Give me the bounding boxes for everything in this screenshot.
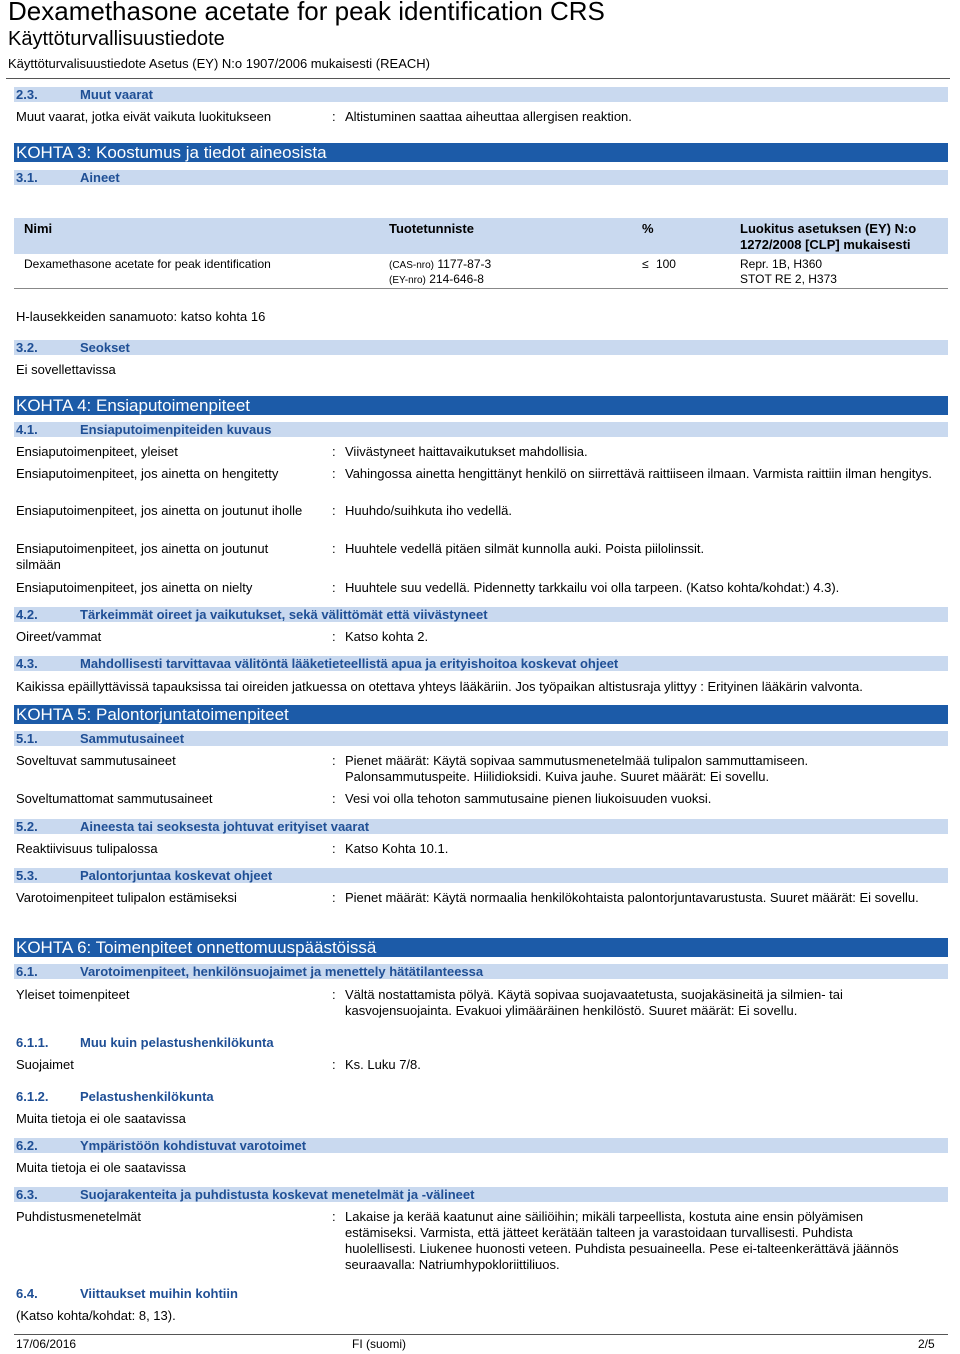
- subsection-number: 6.1.1.: [16, 1035, 49, 1050]
- field-colon: :: [332, 1057, 336, 1072]
- h-statement-note: H-lausekkeiden sanamuoto: katso kohta 16: [16, 309, 266, 324]
- subsection-number: 6.1.: [16, 964, 38, 979]
- subsection-number: 4.1.: [16, 422, 38, 437]
- less-equal-symbol: ≤: [642, 257, 649, 271]
- header-divider: [6, 78, 950, 79]
- field-value: Huuhtele vedellä pitäen silmät kunnolla auki. Poista piilolinssit.: [345, 541, 705, 556]
- subsection-title: Mahdollisesti tarvittavaa välitöntä lääketieteellistä apua ja erityishoitoa koskevat ohjeet: [80, 656, 619, 671]
- section-title: KOHTA 4: Ensiaputoimenpiteet: [16, 396, 251, 415]
- subsection-title: Muut vaarat: [80, 87, 153, 102]
- subsection-number: 6.2.: [16, 1138, 38, 1153]
- section-6-header: [14, 938, 948, 957]
- field-label: Ensiaputoimenpiteet, jos ainetta on hengitetty: [16, 466, 279, 481]
- no-info-text: Muita tietoja ei ole saatavissa: [16, 1111, 186, 1126]
- subsection-title: Aineet: [80, 170, 120, 185]
- field-colon: :: [332, 753, 336, 768]
- subsection-title: Ensiaputoimenpiteiden kuvaus: [80, 422, 272, 437]
- no-info-text: Muita tietoja ei ole saatavissa: [16, 1160, 186, 1175]
- medical-advice-text: Kaikissa epäillyttävissä tapauksissa tai oireiden jatkuessa on otettava yhteys lääkäriin. Jos työpaikan altistusraja ylittyy : Erityinen lääkärin valvonta.: [16, 679, 863, 694]
- field-colon: :: [332, 444, 336, 459]
- field-label: Ensiaputoimenpiteet, jos ainetta on joutunut iholle: [16, 503, 303, 518]
- field-colon: :: [332, 791, 336, 806]
- subsection-2-3-bar: [14, 87, 948, 102]
- field-label: Suojaimet: [16, 1057, 74, 1072]
- subsection-number: 4.3.: [16, 656, 38, 671]
- field-colon: :: [332, 466, 336, 481]
- subsection-4-1-bar: [14, 422, 948, 437]
- table-row: [14, 256, 948, 289]
- section-title: KOHTA 5: Palontorjuntatoimenpiteet: [16, 705, 289, 724]
- field-label: Yleiset toimenpiteet: [16, 987, 130, 1002]
- field-colon: :: [332, 987, 336, 1002]
- subsection-title: Palontorjuntaa koskevat ohjeet: [80, 868, 273, 883]
- subsection-title: Seokset: [80, 340, 130, 355]
- field-colon: :: [332, 503, 336, 518]
- column-header-classification-line2: 1272/2008 [CLP] mukaisesti: [740, 237, 911, 252]
- field-value: Pienet määrät: Käytä normaalia henkilökohtaista palontorjuntavarustusta. Suuret määrät: Ei sovellu.: [345, 890, 919, 905]
- field-label: Muut vaarat, jotka eivät vaikuta luokitukseen: [16, 109, 272, 124]
- field-colon: :: [332, 109, 336, 124]
- subsection-5-3-bar: [14, 868, 948, 883]
- section-title: KOHTA 6: Toimenpiteet onnettomuuspäästöissä: [16, 938, 377, 957]
- field-value: Katso Kohta 10.1.: [345, 841, 449, 856]
- column-header-identifier: Tuotetunniste: [389, 221, 474, 236]
- regulation-line: Käyttöturvalisuustiedote Asetus (EY) N:o 1907/2006 mukaisesti (REACH): [8, 56, 430, 71]
- subsection-title: Viittaukset muihin kohtiin: [80, 1286, 238, 1301]
- section-3-header: [14, 143, 948, 162]
- section-title: KOHTA 3: Koostumus ja tiedot aineosista: [16, 143, 327, 162]
- mixtures-text: Ei sovellettavissa: [16, 362, 116, 377]
- field-colon: :: [332, 1209, 336, 1224]
- field-colon: :: [332, 580, 336, 595]
- footer-page-number: 2/5: [918, 1337, 935, 1351]
- subsection-title: Ympäristöön kohdistuvat varotoimet: [80, 1138, 307, 1153]
- subsection-6-2-bar: [14, 1138, 948, 1153]
- field-value: Altistuminen saattaa aiheuttaa allergisen reaktion.: [345, 109, 632, 124]
- subsection-title: Aineesta tai seoksesta johtuvat erityiset vaarat: [80, 819, 370, 834]
- subsection-4-3-bar: [14, 656, 948, 671]
- subsection-number: 5.3.: [16, 868, 38, 883]
- classification-line-2: STOT RE 2, H373: [740, 272, 837, 286]
- field-value: Huuhdo/suihkuta iho vedellä.: [345, 503, 512, 518]
- field-label: Varotoimenpiteet tulipalon estämiseksi: [16, 890, 237, 905]
- subsection-6-1-bar: [14, 964, 948, 979]
- field-value: Pienet määrät: Käytä sopivaa sammutusmenetelmää tulipalon sammuttamiseen. Palonsammutuspeite. Hiilidioksidi. Kuiva jauhe. Suuret määrät: Ei sovellu.: [345, 753, 809, 784]
- subsection-number: 3.1.: [16, 170, 38, 185]
- ec-number: 214-646-8: [429, 272, 484, 286]
- subsection-title: Suojarakenteita ja puhdistusta koskevat menetelmät ja -välineet: [80, 1187, 475, 1202]
- subsection-number: 6.3.: [16, 1187, 38, 1202]
- subsection-title: Sammutusaineet: [80, 731, 185, 746]
- subsection-5-2-bar: [14, 819, 948, 834]
- field-value: Katso kohta 2.: [345, 629, 429, 644]
- subsection-5-1-bar: [14, 731, 948, 746]
- field-value: Ks. Luku 7/8.: [345, 1057, 421, 1072]
- subsection-number: 5.1.: [16, 731, 38, 746]
- field-label: Soveltumattomat sammutusaineet: [16, 791, 213, 806]
- substance-name: Dexamethasone acetate for peak identification: [24, 257, 271, 271]
- subsection-number: 6.4.: [16, 1286, 38, 1301]
- field-colon: :: [332, 629, 336, 644]
- field-value: Vesi voi olla tehoton sammutusaine pienen liukoisuuden vuoksi.: [345, 791, 712, 806]
- composition-table-header: [14, 218, 948, 254]
- subsection-number: 5.2.: [16, 819, 38, 834]
- field-label: Ensiaputoimenpiteet, jos ainetta on nielty: [16, 580, 253, 595]
- field-label: Ensiaputoimenpiteet, yleiset: [16, 444, 178, 459]
- subsection-number: 2.3.: [16, 87, 38, 102]
- field-value: Huuhtele suu vedellä. Pidennetty tarkkailu voi olla tarpeen. (Katso kohta/kohdat:) 4.3).: [345, 580, 840, 595]
- classification-line-1: Repr. 1B, H360: [740, 257, 823, 271]
- section-5-header: [14, 705, 948, 724]
- column-header-percent: %: [642, 221, 654, 236]
- document-title: Dexamethasone acetate for peak identification CRS: [8, 0, 605, 26]
- field-label: Reaktiivisuus tulipalossa: [16, 841, 158, 856]
- subsection-title: Muu kuin pelastushenkilökunta: [80, 1035, 274, 1050]
- field-colon: :: [332, 541, 336, 556]
- field-value: Viivästyneet haittavaikutukset mahdollisia.: [345, 444, 588, 459]
- column-header-name: Nimi: [24, 221, 53, 236]
- ec-label: (EY-nro): [389, 275, 426, 286]
- field-label: Oireet/vammat: [16, 629, 102, 644]
- subsection-number: 3.2.: [16, 340, 38, 355]
- subsection-title: Tärkeimmät oireet ja vaikutukset, sekä välittömät että viivästyneet: [80, 607, 488, 622]
- field-value: Vahingossa ainetta hengittänyt henkilö on siirrettävä raittiiseen ilmaan. Varmista raittiin ilman hengitys.: [345, 466, 932, 481]
- field-colon: :: [332, 890, 336, 905]
- field-label: Soveltuvat sammutusaineet: [16, 753, 176, 768]
- subsection-4-2-bar: [14, 607, 948, 622]
- subsection-3-2-bar: [14, 340, 948, 355]
- cas-label: (CAS-nro): [389, 260, 435, 271]
- percent-value: 100: [655, 257, 676, 271]
- field-value: Vältä nostattamista pölyä. Käytä sopivaa suojavaatetusta, suojakäsineitä ja silmien- tai kasvojensuojainta. Evakuoi ylimääräinen henkilöstö. Suuret määrät: Ei sovellu.: [345, 987, 843, 1018]
- subsection-6-3-bar: [14, 1187, 948, 1202]
- column-header-classification: Luokitus asetuksen (EY) N:o: [740, 221, 917, 236]
- field-colon: :: [332, 841, 336, 856]
- field-value: Lakaise ja kerää kaatunut aine säiliöihin; mikäli tarpeellista, kostuta aine ensin pölyämisen estämiseksi. Varmista, että jätteet kerätään talteen ja varastoidaan turvallisesti. Puhdista huolellisesti. Liukenee huonosti veteen. Puhdista pesuaineella. Pese ei-talteenkerättävä jäännös seuraavalla: Natriumhypokloriittiliuos.: [345, 1209, 899, 1272]
- section-4-header: [14, 396, 948, 415]
- footer-date: 17/06/2016: [16, 1337, 77, 1351]
- footer-language: FI (suomi): [352, 1337, 406, 1351]
- field-label: Ensiaputoimenpiteet, jos ainetta on joutunut silmään: [16, 541, 269, 572]
- subsection-title: Varotoimenpiteet, henkilönsuojaimet ja menettely hätätilanteessa: [80, 964, 484, 979]
- footer-divider: [14, 1334, 948, 1335]
- subsection-title: Pelastushenkilökunta: [80, 1089, 214, 1104]
- subsection-number: 4.2.: [16, 607, 38, 622]
- subsection-number: 6.1.2.: [16, 1089, 49, 1104]
- document-subtitle: Käyttöturvallisuustiedote: [8, 28, 225, 50]
- cas-number: 1177-87-3: [437, 257, 492, 271]
- subsection-3-1-bar: [14, 170, 948, 185]
- field-label: Puhdistusmenetelmät: [16, 1209, 142, 1224]
- reference-text: (Katso kohta/kohdat: 8, 13).: [16, 1308, 176, 1323]
